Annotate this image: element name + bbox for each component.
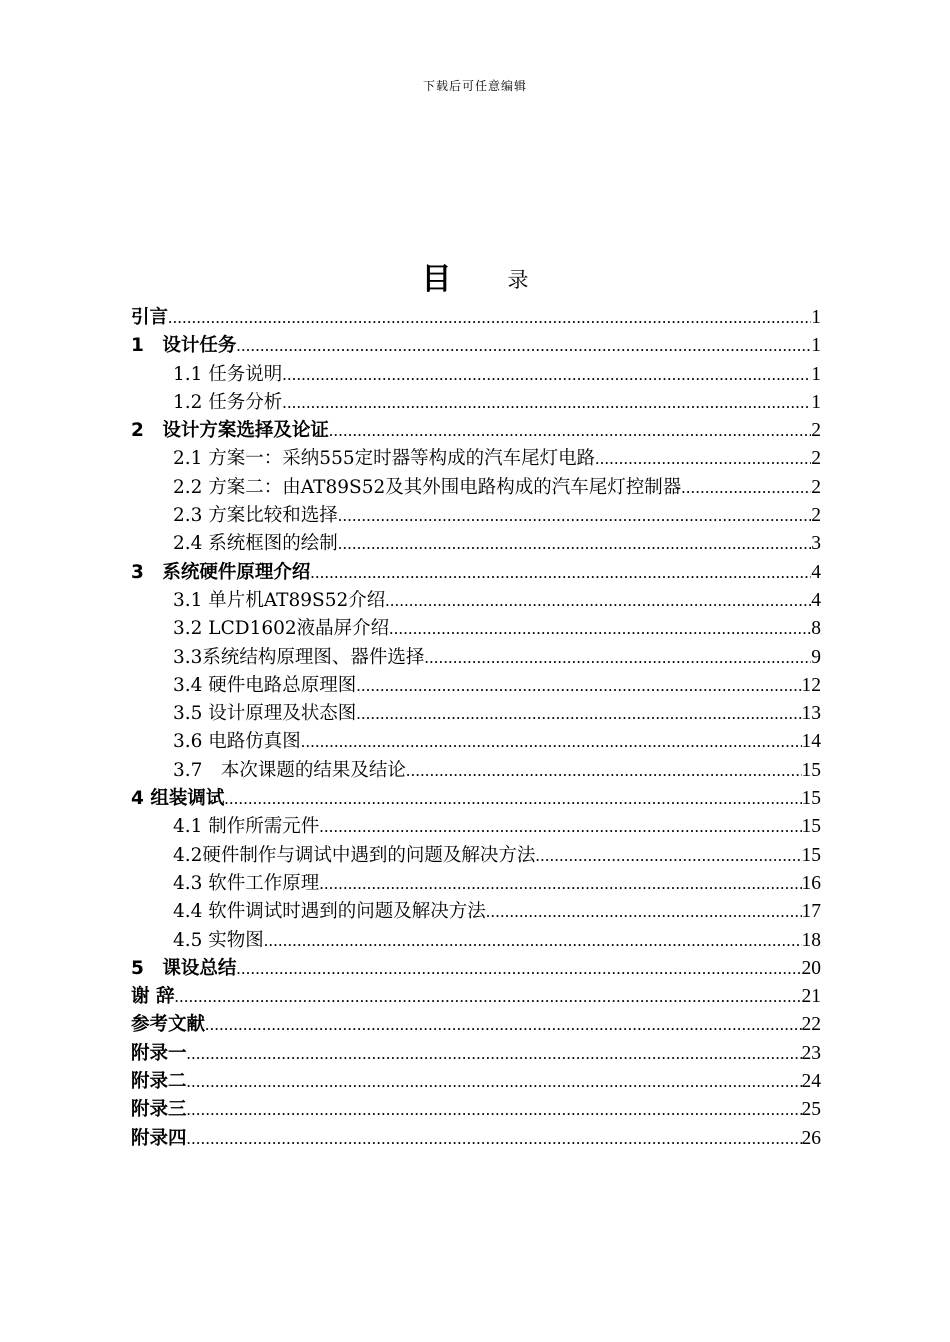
toc-entry-page-number: 1 bbox=[811, 363, 821, 385]
toc-leader-dots bbox=[168, 308, 811, 328]
header-note: 下载后可任意编辑 bbox=[422, 79, 527, 93]
toc-entry-page-number: 1 bbox=[811, 307, 821, 328]
toc-entry[interactable] bbox=[131, 897, 821, 925]
toc-entry-page-number: 15 bbox=[801, 844, 821, 866]
toc-entry-label: 附录一 bbox=[131, 1042, 187, 1064]
toc-leader-dots bbox=[319, 874, 801, 894]
toc-entry[interactable] bbox=[131, 586, 821, 614]
toc-leader-dots bbox=[187, 1100, 802, 1120]
toc-leader-dots bbox=[205, 1015, 801, 1035]
toc-entry-page-number: 1 bbox=[811, 335, 821, 357]
toc-entry[interactable] bbox=[131, 643, 821, 671]
toc-entry[interactable] bbox=[131, 671, 821, 699]
toc-entry-page-number: 16 bbox=[801, 872, 821, 894]
toc-entry-page-number: 1 bbox=[811, 391, 821, 413]
toc-entry-label: 2.1 方案一：采纳555定时器等构成的汽车尾灯电路 bbox=[173, 448, 596, 470]
toc-entry-page-number: 9 bbox=[811, 646, 821, 668]
toc-entry-label: 4 组装调试 bbox=[131, 788, 225, 810]
toc-title-char-2: 录 bbox=[507, 268, 529, 292]
toc-entry-label: 参考文献 bbox=[131, 1014, 206, 1036]
toc-entry[interactable] bbox=[131, 388, 821, 416]
toc-entry-page-number: 24 bbox=[801, 1071, 821, 1093]
toc-entry[interactable] bbox=[131, 529, 821, 557]
toc-entry[interactable] bbox=[131, 1010, 821, 1038]
toc-entry[interactable] bbox=[131, 756, 821, 784]
toc-entry-page-number: 2 bbox=[811, 476, 821, 498]
toc-entry-label: 1.1 任务说明 bbox=[173, 363, 283, 385]
toc-entry-label: 2.3 方案比较和选择 bbox=[173, 505, 338, 527]
toc-entry[interactable] bbox=[131, 1067, 821, 1095]
toc-entry[interactable] bbox=[131, 1095, 821, 1123]
toc-entry-page-number: 15 bbox=[801, 759, 821, 781]
toc-entry-page-number: 14 bbox=[801, 731, 821, 753]
toc-leader-dots bbox=[389, 619, 811, 639]
toc-leader-dots bbox=[385, 591, 811, 611]
toc-entry-page-number: 22 bbox=[801, 1014, 821, 1036]
toc-entry-label: 4.5 实物图 bbox=[173, 929, 264, 951]
toc-entry-page-number: 4 bbox=[811, 589, 821, 611]
toc-entry[interactable] bbox=[131, 614, 821, 642]
toc-entry-page-number: 3 bbox=[811, 533, 821, 555]
toc-leader-dots bbox=[310, 563, 811, 583]
toc-entry-label: 2 设计方案选择及论证 bbox=[131, 420, 329, 442]
toc-entry-label: 引言 bbox=[131, 307, 169, 328]
toc-entry[interactable] bbox=[131, 926, 821, 954]
toc-entry-page-number: 2 bbox=[811, 505, 821, 527]
toc-entry-label: 3.6 电路仿真图 bbox=[173, 731, 301, 753]
toc-entry[interactable] bbox=[131, 699, 821, 727]
toc-entry-page-number: 2 bbox=[811, 448, 821, 470]
toc-entry-label: 附录四 bbox=[131, 1127, 187, 1149]
toc-entry-page-number: 21 bbox=[801, 986, 821, 1008]
toc-entry[interactable] bbox=[131, 416, 821, 444]
toc-entry[interactable] bbox=[131, 841, 821, 869]
toc-entry-label: 4.4 软件调试时遇到的问题及解决方法 bbox=[173, 901, 486, 923]
toc-leader-dots bbox=[338, 534, 811, 554]
toc-entry[interactable] bbox=[131, 954, 821, 982]
toc-entry-page-number: 26 bbox=[801, 1127, 821, 1149]
toc-entry[interactable] bbox=[131, 784, 821, 812]
toc-entry-page-number: 25 bbox=[801, 1099, 821, 1121]
toc-entry-label: 1 设计任务 bbox=[131, 335, 237, 357]
toc-entry-label: 3.4 硬件电路总原理图 bbox=[173, 674, 357, 696]
toc-entry[interactable] bbox=[131, 360, 821, 388]
toc-leader-dots bbox=[301, 732, 802, 752]
toc-entry-page-number: 15 bbox=[801, 788, 821, 810]
toc-entry[interactable] bbox=[131, 331, 821, 359]
toc-entry[interactable] bbox=[131, 812, 821, 840]
toc-entry-label: 3.1 单片机AT89S52介绍 bbox=[173, 589, 386, 611]
toc-leader-dots bbox=[264, 931, 802, 951]
toc-leader-dots bbox=[236, 336, 811, 356]
toc-leader-dots bbox=[282, 393, 811, 413]
toc-entry-page-number: 17 bbox=[801, 901, 821, 923]
toc-entry-label: 3 系统硬件原理介绍 bbox=[131, 561, 311, 583]
toc-leader-dots bbox=[535, 846, 801, 866]
toc-entry-page-number: 18 bbox=[801, 929, 821, 951]
toc-leader-dots bbox=[174, 987, 801, 1007]
toc-leader-dots bbox=[338, 506, 811, 526]
toc-entry-label: 3.3系统结构原理图、器件选择 bbox=[173, 646, 425, 668]
toc-entry-label: 谢 辞 bbox=[131, 986, 175, 1008]
toc-entry-page-number: 13 bbox=[801, 703, 821, 725]
toc-entry-label: 5 课设总结 bbox=[131, 957, 237, 979]
toc-entry-page-number: 20 bbox=[801, 957, 821, 979]
toc-leader-dots bbox=[187, 1072, 802, 1092]
toc-entry-page-number: 15 bbox=[801, 816, 821, 838]
toc-entry-label: 4.1 制作所需元件 bbox=[173, 816, 320, 838]
toc-entry[interactable] bbox=[131, 869, 821, 897]
toc-entry-label: 3.2 LCD1602液晶屏介绍 bbox=[173, 618, 390, 640]
table-of-contents bbox=[131, 303, 821, 1152]
toc-leader-dots bbox=[595, 449, 811, 469]
toc-leader-dots bbox=[236, 959, 801, 979]
toc-entry[interactable] bbox=[131, 1124, 821, 1152]
toc-leader-dots bbox=[356, 676, 801, 696]
toc-entry[interactable] bbox=[131, 982, 821, 1010]
toc-leader-dots bbox=[681, 478, 811, 498]
toc-entry-label: 附录二 bbox=[131, 1071, 187, 1093]
toc-entry[interactable] bbox=[131, 558, 821, 586]
toc-entry[interactable] bbox=[131, 727, 821, 755]
toc-entry-label: 2.4 系统框图的绘制 bbox=[173, 533, 338, 555]
toc-leader-dots bbox=[486, 902, 802, 922]
toc-entry[interactable] bbox=[131, 473, 821, 501]
toc-leader-dots bbox=[224, 789, 801, 809]
toc-leader-dots bbox=[319, 817, 801, 837]
toc-entry-label: 附录三 bbox=[131, 1099, 187, 1121]
toc-entry-page-number: 8 bbox=[811, 618, 821, 640]
toc-title-char-1: 目 bbox=[421, 262, 452, 297]
toc-leader-dots bbox=[187, 1044, 802, 1064]
toc-title bbox=[0, 254, 950, 298]
toc-entry-page-number: 4 bbox=[811, 561, 821, 583]
toc-entry-label: 3.7 本次课题的结果及结论 bbox=[173, 759, 406, 781]
toc-entry[interactable] bbox=[131, 1039, 821, 1067]
toc-entry-label: 4.3 软件工作原理 bbox=[173, 872, 320, 894]
toc-leader-dots bbox=[187, 1129, 802, 1149]
toc-entry[interactable] bbox=[131, 303, 821, 331]
toc-entry-page-number: 2 bbox=[811, 420, 821, 442]
toc-leader-dots bbox=[282, 365, 811, 385]
toc-leader-dots bbox=[329, 421, 811, 441]
toc-leader-dots bbox=[406, 761, 802, 781]
toc-entry-label: 1.2 任务分析 bbox=[173, 391, 283, 413]
toc-entry[interactable] bbox=[131, 444, 821, 472]
toc-leader-dots bbox=[424, 648, 811, 668]
toc-entry-label: 3.5 设计原理及状态图 bbox=[173, 703, 357, 725]
toc-entry-page-number: 23 bbox=[801, 1042, 821, 1064]
toc-leader-dots bbox=[356, 704, 801, 724]
toc-entry-page-number: 12 bbox=[801, 674, 821, 696]
toc-entry-label: 2.2 方案二：由AT89S52及其外围电路构成的汽车尾灯控制器 bbox=[173, 476, 682, 498]
toc-entry[interactable] bbox=[131, 501, 821, 529]
toc-entry-label: 4.2硬件制作与调试中遇到的问题及解决方法 bbox=[173, 844, 536, 866]
